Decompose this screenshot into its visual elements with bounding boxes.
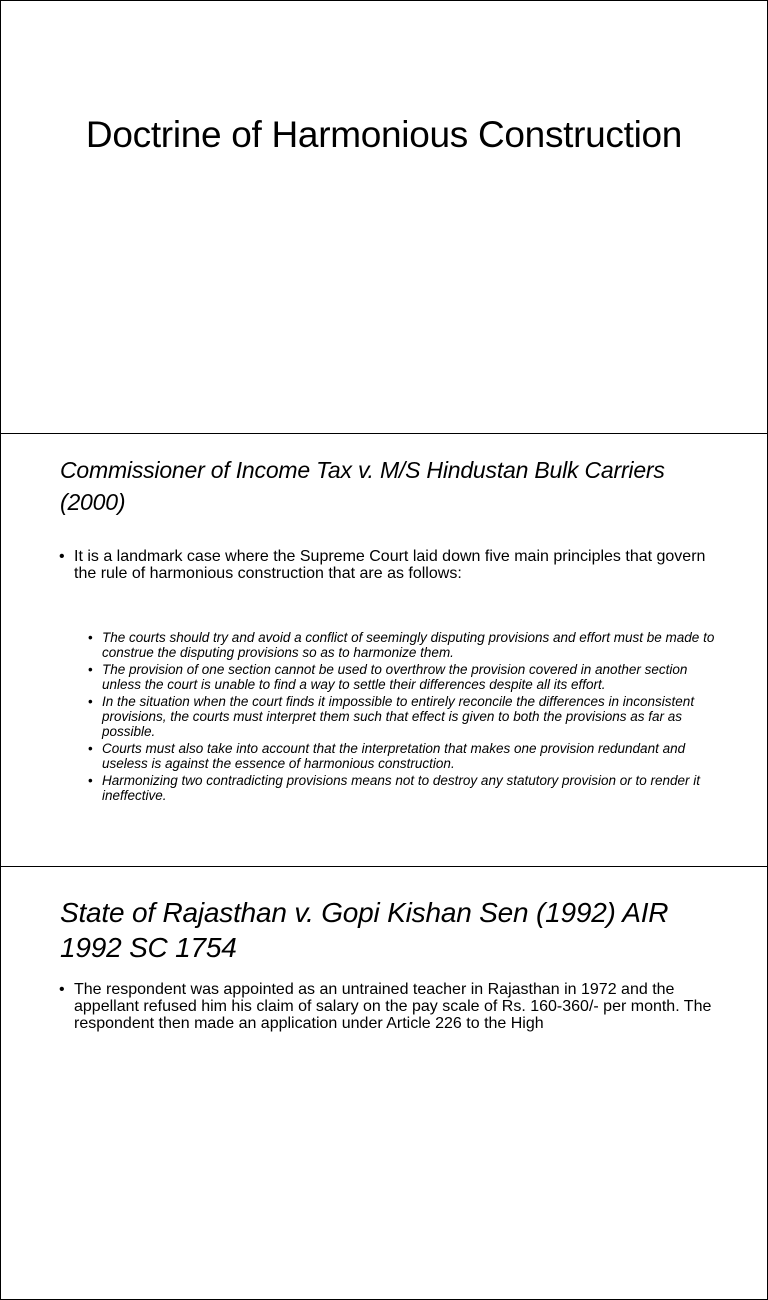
bullet-list — [59, 981, 715, 1032]
bullet-item: • It is a landmark case where the Supreme Court laid down five main principles that govern the rule of harmonious construction that are as follows: — [59, 548, 715, 582]
sub-bullet-list — [88, 630, 717, 805]
sub-bullet-item: • Harmonizing two contradicting provisions means not to destroy any statutory provision or to render it ineffective. — [88, 773, 717, 803]
sub-bullet-item: • Courts must also take into account that the interpretation that makes one provision redundant and useless is against the essence of harmonious construction. — [88, 741, 717, 771]
slide-title-text: Doctrine of Harmonious Construction — [85, 114, 683, 155]
sub-bullet-item: • In the situation when the court finds it impossible to entirely reconcile the differences in inconsistent provisions, the courts must interpret them such that effect is given to both the provisions as far as possible. — [88, 694, 717, 739]
bullet-list — [59, 548, 715, 582]
slide-title — [0, 0, 768, 434]
slide-gopi-kishan-sen — [0, 866, 768, 1300]
slide-hindustan-bulk-carriers — [0, 433, 768, 867]
slide-heading: Commissioner of Income Tax v. M/S Hindustan Bulk Carriers (2000) — [60, 457, 665, 515]
bullet-item: • The respondent was appointed as an untrained teacher in Rajasthan in 1972 and the appellant refused him his claim of salary on the pay scale of Rs. 160-360/- per month. The respondent then made an application under Article 226 to the High — [59, 981, 715, 1032]
sub-bullet-item: • The courts should try and avoid a conflict of seemingly disputing provisions and effort must be made to construe the disputing provisions so as to harmonize them. — [88, 630, 717, 660]
slide-heading: State of Rajasthan v. Gopi Kishan Sen (1992) AIR 1992 SC 1754 — [60, 897, 669, 963]
sub-bullet-item: • The provision of one section cannot be used to overthrow the provision covered in another section unless the court is unable to find a way to settle their differences despite all its effort. — [88, 662, 717, 692]
